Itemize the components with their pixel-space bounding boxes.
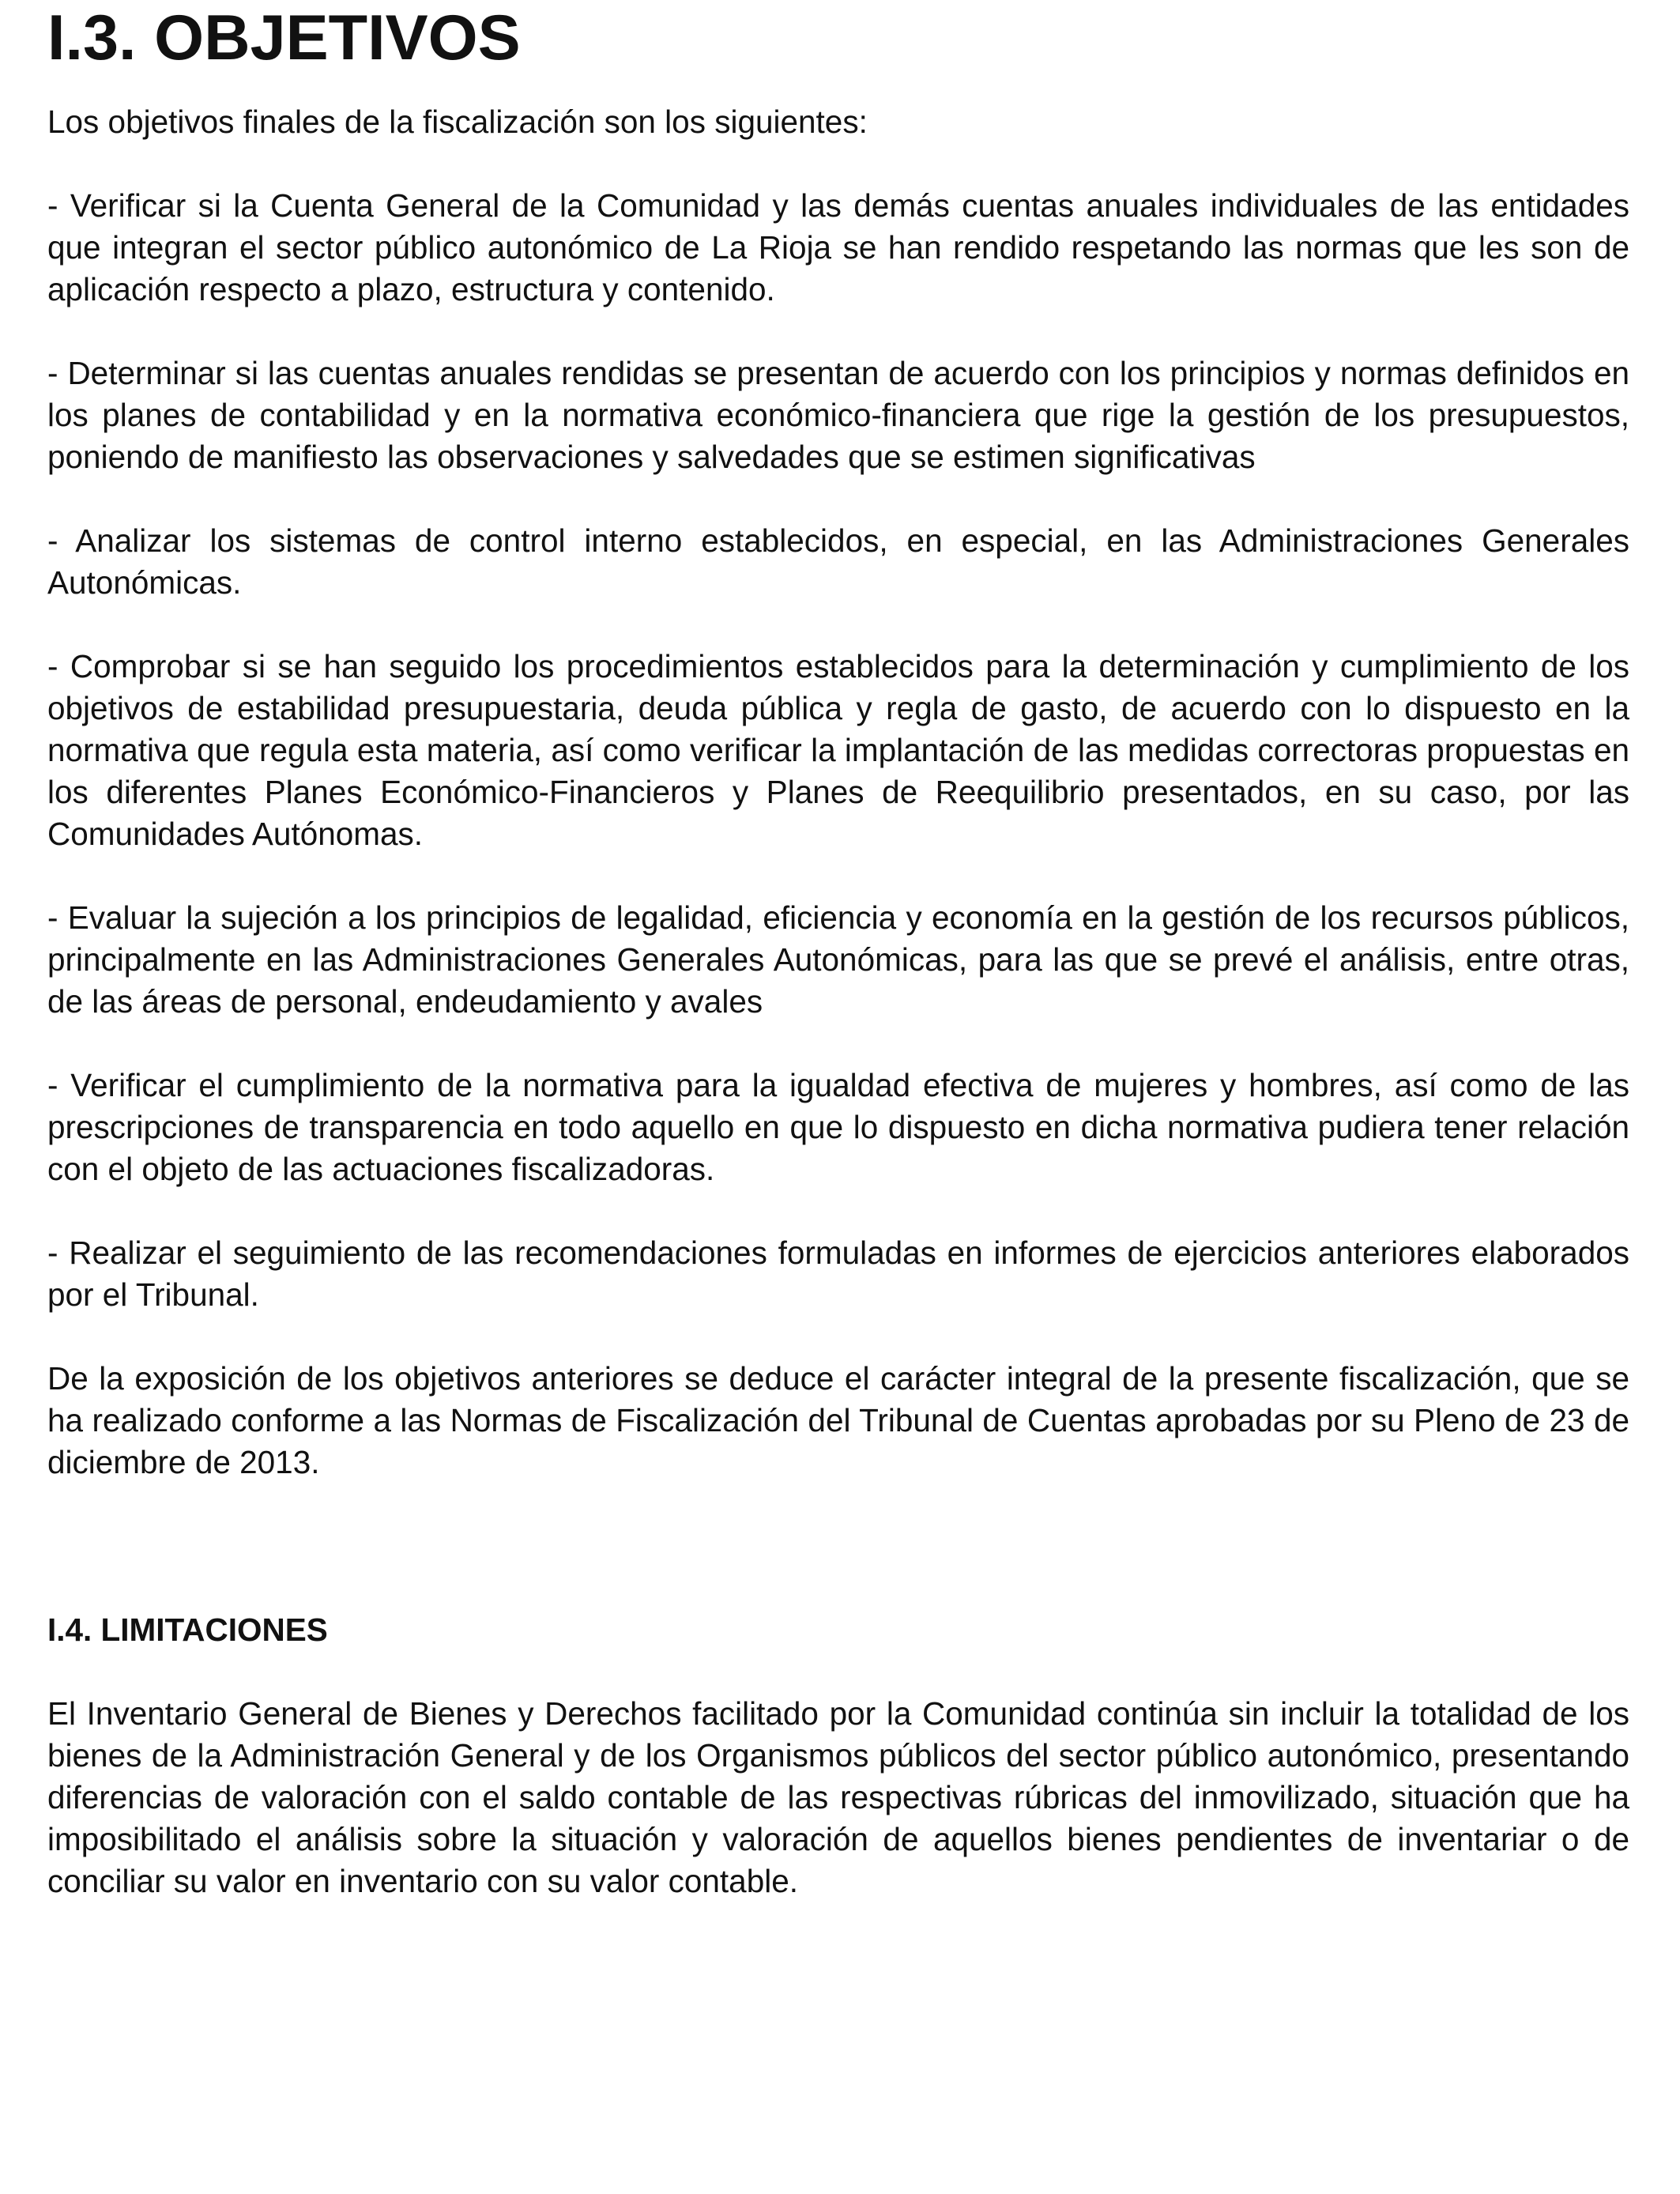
objetivo-item-comprobar: - Comprobar si se han seguido los procedimientos establecidos para la determinación y cumplimiento de los objetivos de estabilidad presupuestaria, deuda pública y regla de gasto, de acuerdo con lo dispuesto en la normativa que regula esta materia, así como verificar la implantación de las medidas correctoras propuestas en los diferentes Planes Económico-Financieros y Planes de Reequilibrio presentados, en su caso, por las Comunidades Autónomas. (47, 648, 1629, 852)
objetivo-item-seguimiento: - Realizar el seguimiento de las recomendaciones formuladas en informes de ejercicios anteriores elaborados por el Tribunal. (47, 1235, 1629, 1313)
objetivo-item-determinar: - Determinar si las cuentas anuales rendidas se presentan de acuerdo con los principios y normas definidos en los planes de contabilidad y en la normativa económico-financiera que rige la gestión de los presupuestos, poniendo de manifiesto las observaciones y salvedades que se estimen significativas (47, 355, 1629, 475)
objetivo-item-evaluar: - Evaluar la sujeción a los principios de legalidad, eficiencia y economía en la gestión de los recursos públicos, principalmente en las Administraciones Generales Autonómicas, para las que se prevé el análisis, entre otras, de las áreas de personal, endeudamiento y avales (47, 899, 1629, 1020)
limitaciones-body: El Inventario General de Bienes y Derechos facilitado por la Comunidad continúa sin incluir la totalidad de los bienes de la Administración General y de los Organismos públicos del sector público autonómico, presentando diferencias de valoración con el saldo contable de las respectivas rúbricas del inmovilizado, situación que ha imposibilitado el análisis sobre la situación y valoración de aquellos bienes pendientes de inventariar o de conciliar su valor en inventario con su valor contable. (47, 1695, 1629, 1899)
section-heading-objetivos: I.3. OBJETIVOS (47, 2, 521, 74)
objetivo-item-analizar: - Analizar los sistemas de control interno establecidos, en especial, en las Administraciones Generales Autonómicas. (47, 522, 1629, 601)
objetivos-conclusion: De la exposición de los objetivos anteriores se deduce el carácter integral de la presente fiscalización, que se ha realizado conforme a las Normas de Fiscalización del Tribunal de Cuentas aprobadas por su Pleno de 23 de diciembre de 2013. (47, 1360, 1629, 1480)
document-page (47, 2, 1629, 1902)
objetivo-item-verificar-cuentas: - Verificar si la Cuenta General de la Comunidad y las demás cuentas anuales individuales de las entidades que integran el sector público autonómico de La Rioja se han rendido respetando las normas que les son de aplicación respecto a plazo, estructura y contenido. (47, 187, 1629, 307)
section-heading-limitaciones: I.4. LIMITACIONES (47, 1612, 328, 1648)
objetivos-intro: Los objetivos finales de la fiscalización son los siguientes: (47, 104, 868, 140)
objetivo-item-igualdad: - Verificar el cumplimiento de la normativa para la igualdad efectiva de mujeres y hombres, así como de las prescripciones de transparencia en todo aquello en que lo dispuesto en dicha normativa pudiera tener relación con el objeto de las actuaciones fiscalizadoras. (47, 1067, 1629, 1187)
